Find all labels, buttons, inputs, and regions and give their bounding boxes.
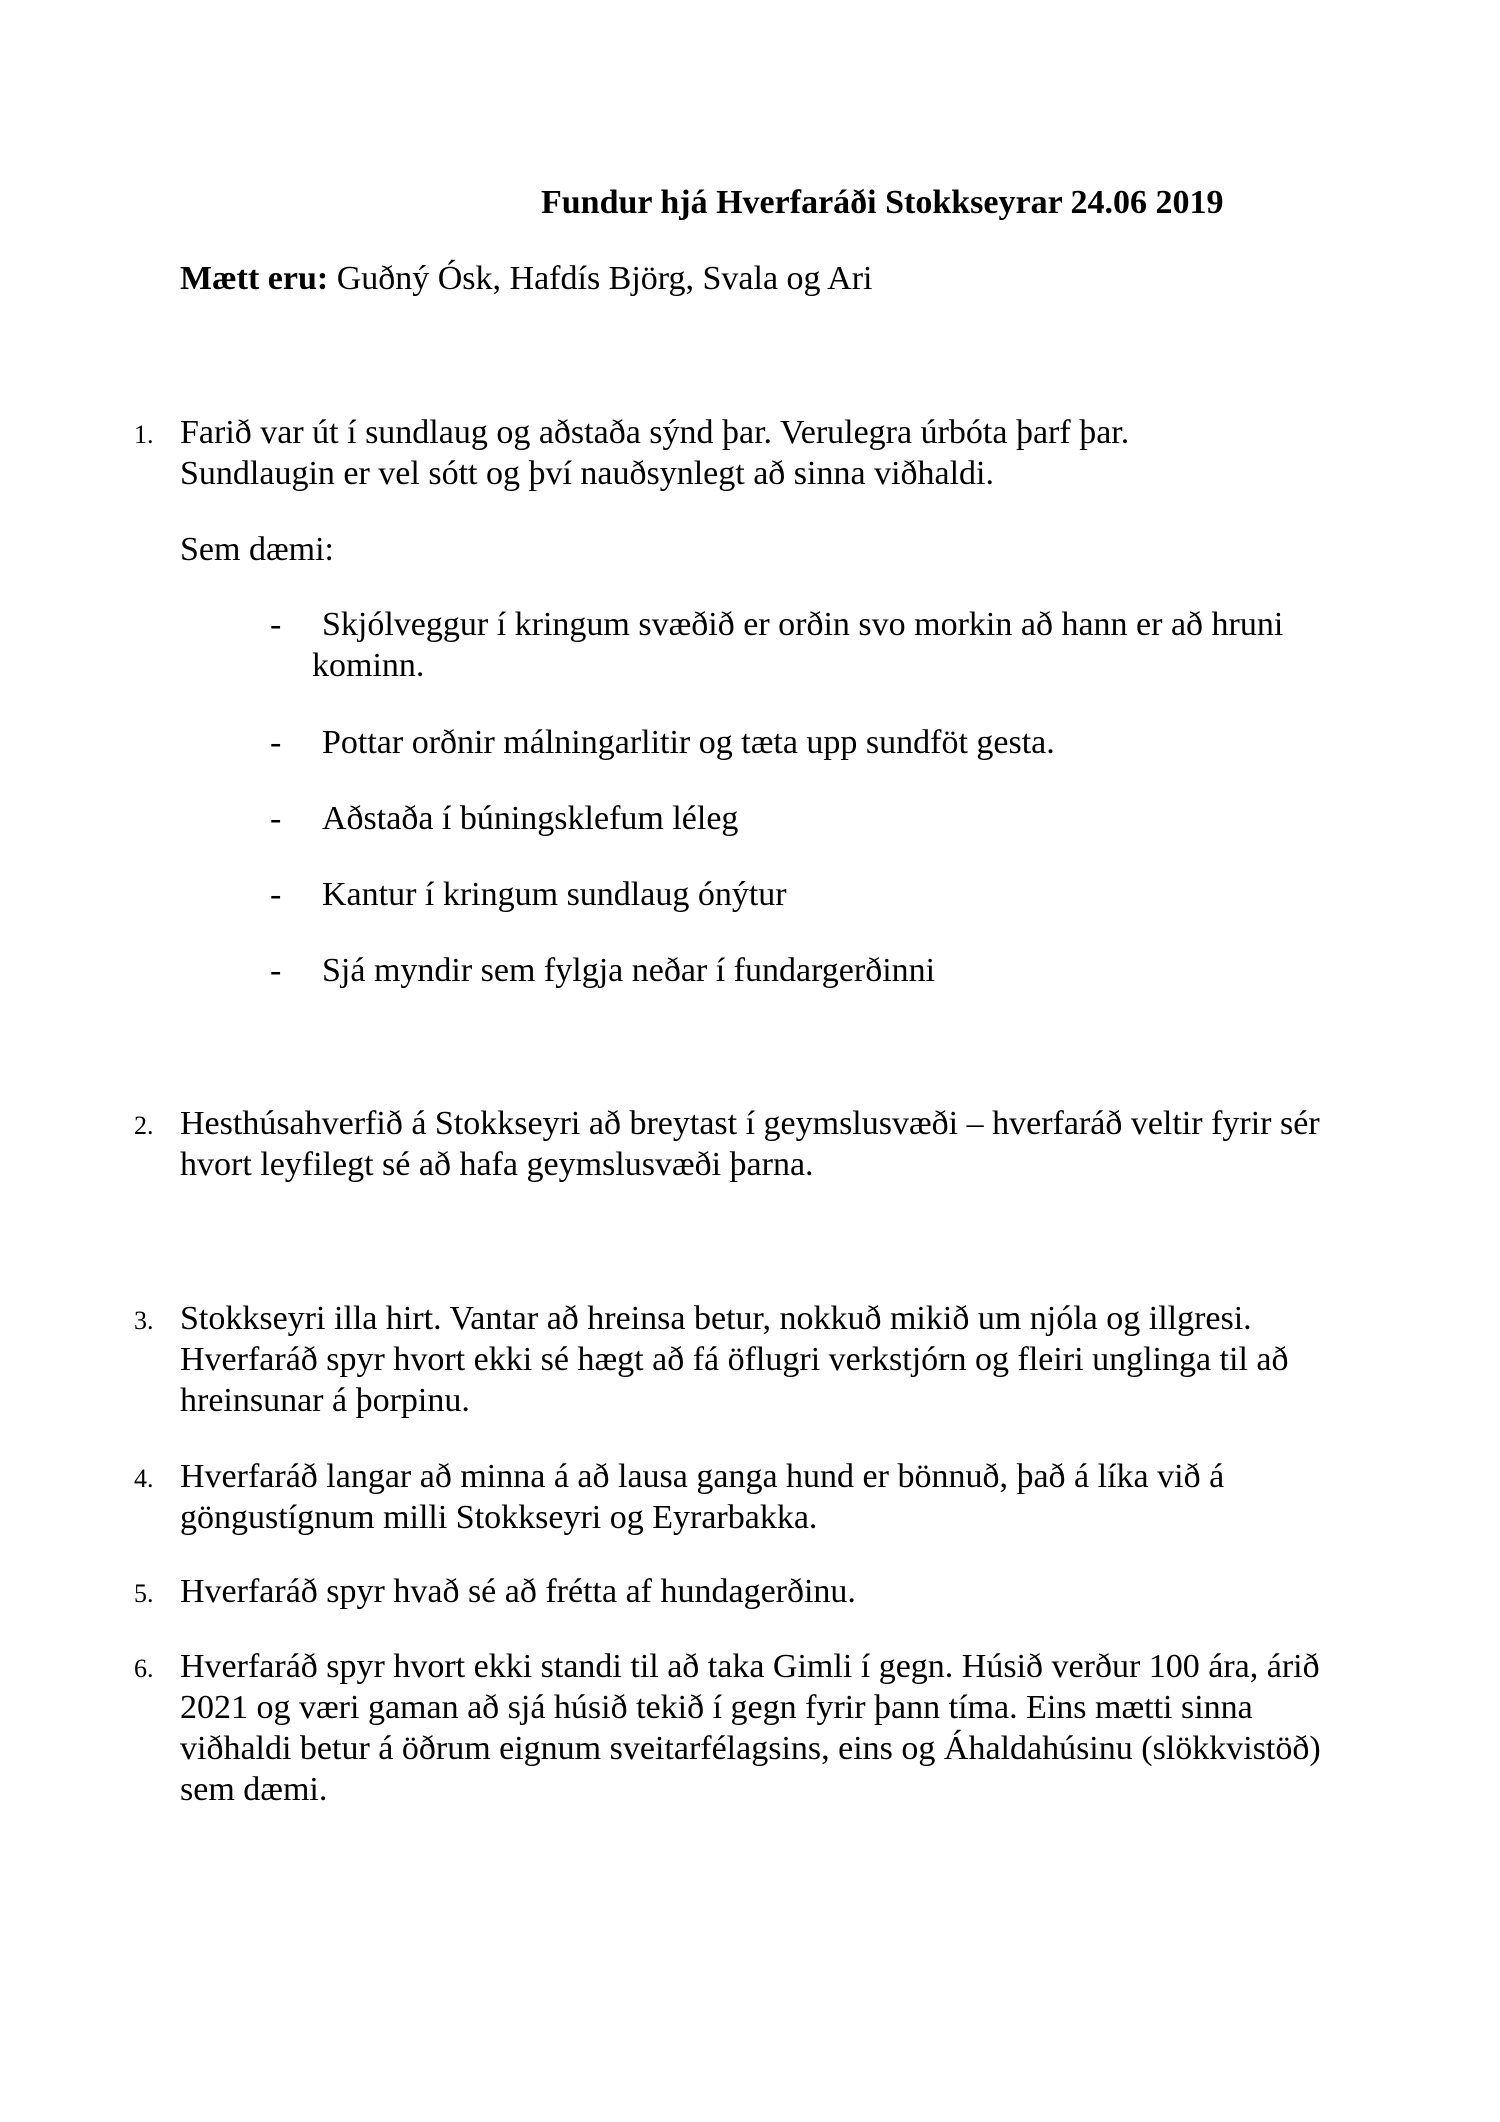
item-text: Stokkseyri illa hirt. Vantar að hreinsa betur, nokkuð mikið um njóla og illgresi. Hverfaráð spyr hvort ekki sé hægt að fá öflugri verkstjórn og fleiri unglinga til að hreinsunar á þorpinu. bbox=[180, 1300, 1289, 1419]
examples-heading: Sem dæmi: bbox=[180, 531, 334, 568]
document-title: Fundur hjá Hverfaráði Stokkseyrar 24.06 2019 bbox=[541, 184, 1224, 221]
bullet-dash: - bbox=[270, 800, 282, 837]
bullet-text: Skjólveggur í kringum svæðið er orðin svo morkin að hann er að hruni kominn. bbox=[312, 606, 1284, 684]
attendees-label: Mætt eru: bbox=[180, 260, 329, 297]
item-text: Hesthúsahverfið á Stokkseyri að breytast í geymslusvæði – hverfaráð veltir fyrir sér hvort leyfilegt sé að hafa geymslusvæði þarna. bbox=[180, 1105, 1320, 1183]
bullet-text: Aðstaða í búningsklefum léleg bbox=[322, 800, 739, 837]
bullet-dash: - bbox=[270, 606, 282, 643]
item-number: 2. bbox=[134, 1111, 154, 1140]
item-number: 5. bbox=[134, 1579, 154, 1608]
item-text: Hverfaráð spyr hvað sé að frétta af hundagerðinu. bbox=[180, 1573, 856, 1610]
item-number: 1. bbox=[134, 420, 154, 449]
bullet-text: Pottar orðnir málningarlitir og tæta upp sundföt gesta. bbox=[322, 724, 1055, 761]
bullet-dash: - bbox=[270, 952, 282, 989]
item-text: Farið var út í sundlaug og aðstaða sýnd þar. Verulegra úrbóta þarf þar. Sundlaugin er vel sótt og því nauðsynlegt að sinna viðhaldi. bbox=[180, 414, 1130, 492]
item-number: 4. bbox=[134, 1464, 154, 1493]
bullet-text: Kantur í kringum sundlaug ónýtur bbox=[322, 876, 787, 913]
attendees-names: Guðný Ósk, Hafdís Björg, Svala og Ari bbox=[328, 260, 873, 297]
item-number: 6. bbox=[134, 1654, 154, 1683]
bullet-text: Sjá myndir sem fylgja neðar í fundargerðinni bbox=[322, 952, 936, 989]
bullet-dash: - bbox=[270, 876, 282, 913]
item-number: 3. bbox=[134, 1306, 154, 1335]
item-text: Hverfaráð langar að minna á að lausa ganga hund er bönnuð, það á líka við á göngustígnum milli Stokkseyri og Eyrarbakka. bbox=[180, 1458, 1225, 1536]
bullet-dash: - bbox=[270, 724, 282, 761]
item-text: Hverfaráð spyr hvort ekki standi til að taka Gimli í gegn. Húsið verður 100 ára, árið 2021 og væri gaman að sjá húsið tekið í gegn fyrir þann tíma. Eins mætti sinna viðhaldi betur á öðrum eignum sveitarfélagsins, eins og Áhaldahúsinu (slökkvistöð) sem dæmi. bbox=[180, 1648, 1321, 1808]
attendees-line bbox=[180, 259, 873, 299]
